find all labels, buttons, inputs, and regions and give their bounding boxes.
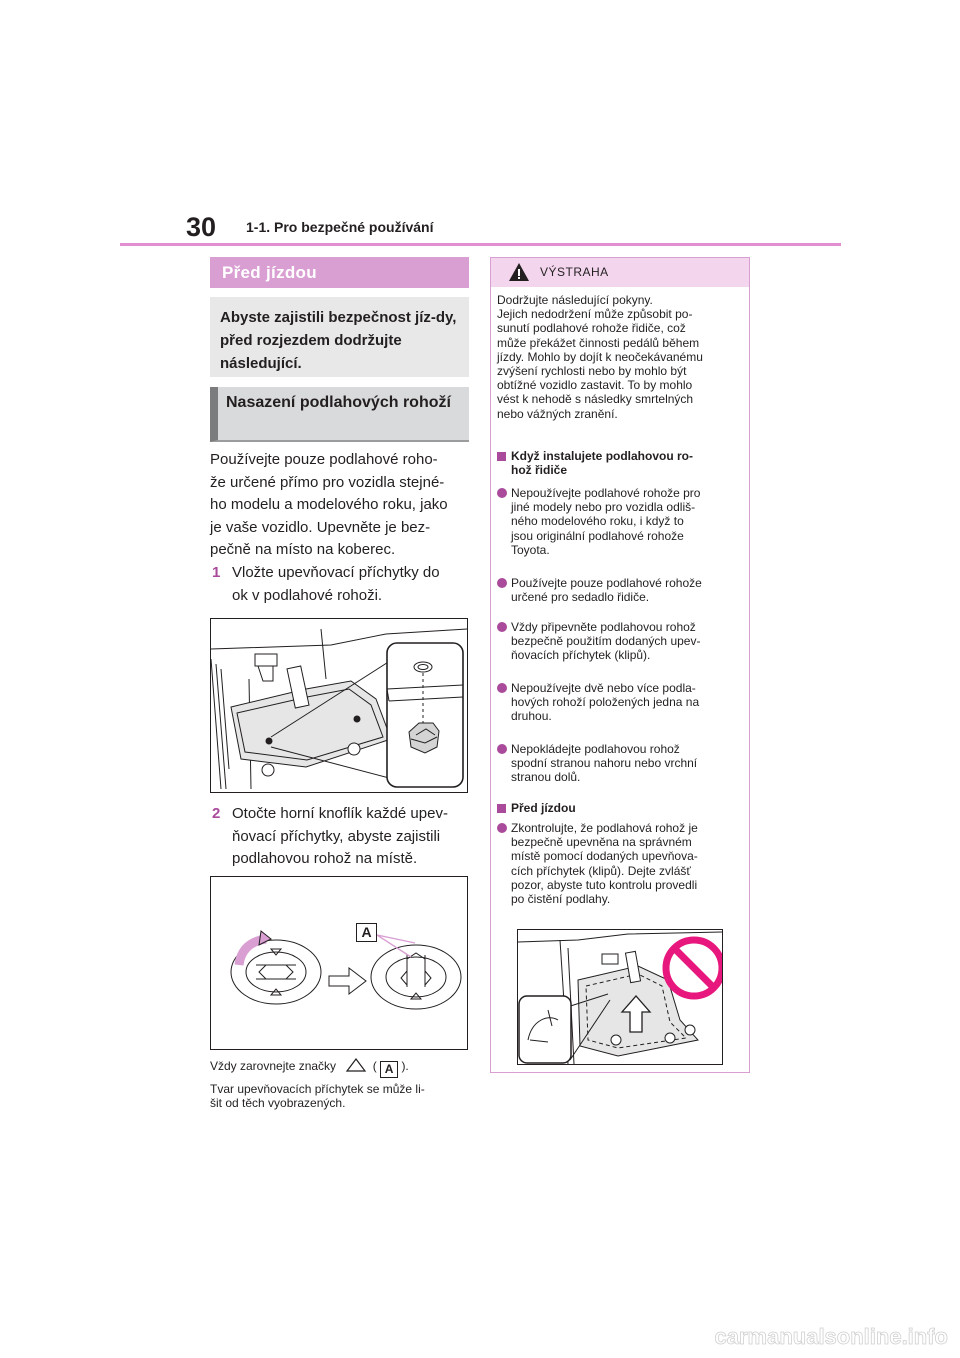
warning-heading-install: Když instalujete podlahovou ro- hož řidiče [497,449,745,477]
floor-mat-illustration [211,619,467,792]
step-line: Vložte upevňovací příchytky do [232,564,440,581]
warning-bullet: Používejte pouze podlahové rohože určené pro sedadlo řidiče. [497,576,745,604]
warning-bullet: Nepoužívejte dvě nebo více podla- hových rohoží položených jedna na druhou. [497,681,745,724]
bullet-dot-icon [497,578,507,588]
subheading: Nasazení podlahových rohoží [210,387,469,442]
prohibited-mat-illustration [518,930,722,1064]
caption-text: Vždy zarovnejte značky [210,1059,337,1073]
step-number: 1 [212,564,221,581]
bullet-dot-icon [497,622,507,632]
bullet-dot-icon [497,488,507,498]
warning-bullet: Nepokládejte podlahovou rohož spodní stranou nahoru nebo vrchní stranou dolů. [497,742,745,785]
section-title: Před jízdou [210,257,469,288]
step-2 [210,803,470,871]
square-marker-icon [497,452,506,461]
warning-triangle-icon [508,262,530,282]
step-line: Otočte horní knoflík každé upev- [232,805,448,822]
warning-line: obtížné vozidlo zastavit. To by mohlo [497,378,693,393]
warning-line: zvýšení rychlosti nebo by mohlo být [497,364,687,379]
warning-line: vést k nehodě s následky smrtelných [497,392,694,407]
chapter-title: 1-1. Pro bezpečné používání [246,219,434,235]
body-line: že určené přímo pro vozidla stejné- [210,473,445,491]
intro-text: Abyste zajistili bezpečnost jíz-dy, před rozjezdem dodržujte následující. [220,309,457,372]
figure-floor-mat-clips [210,618,468,793]
bullet-dot-icon [497,683,507,693]
callout-label-a: A [356,923,377,942]
step-line: ňovací příchytky, abyste zajistili [232,827,441,845]
caption-clip-shape [210,1082,472,1110]
step-line: ok v podlahové rohoži. [232,586,383,604]
square-marker-icon [497,804,506,813]
header-rule [120,243,841,246]
body-text [210,449,470,562]
warning-title: VÝSTRAHA [540,265,609,279]
watermark [650,1322,950,1352]
warning-line: Jejich nedodržení může způsobit po- [497,307,693,322]
step-number: 2 [212,805,221,822]
step-1 [210,562,470,607]
intro-box [210,297,469,377]
warning-line: může překážet činnosti pedálů během [497,335,700,350]
caption-paren-open: ( [372,1059,377,1073]
caption-label-a: A [380,1061,398,1078]
caption-line: Tvar upevňovacích příchytek se může li- [210,1082,425,1096]
bullet-dot-icon [497,744,507,754]
page-number: 30 [186,212,217,242]
warning-heading-before-driving: Před jízdou [497,801,745,815]
caption-line: šit od těch vyobrazených. [210,1096,346,1110]
triangle-mark-icon [345,1058,367,1072]
body-line: pečně na místo na koberec. [210,541,396,558]
warning-bullet: Vždy připevněte podlahovou rohož bezpečně použitím dodaných upev- ňovacích příchytek (klipů). [497,620,745,663]
clip-rotation-illustration [211,877,467,1049]
figure-clip-rotation [210,876,468,1050]
warning-line: jízdy. Mohlo by dojít k neočekávanému [497,349,703,364]
body-line: ho modelu a modelového roku, jako [210,496,448,513]
body-line: je vaše vozidlo. Upevněte je bez- [210,518,431,536]
warning-line: sunutí podlahové rohože řidiče, což [497,321,686,336]
warning-bullet: Nepoužívejte podlahové rohože pro jiné modely nebo pro vozidla odliš- ného modelového roku, i když to jsou originální podlahové rohože Toyota. [497,486,745,557]
watermark-text: carmanualsonline.info [714,1324,948,1349]
warning-line: Dodržujte následující pokyny. [497,293,653,307]
warning-intro [497,293,745,421]
caption-align-marks [210,1058,472,1078]
figure-stacked-mats-prohibited [517,929,723,1065]
warning-bullet: Zkontrolujte, že podlahová rohož je bezpečně upevněna na správném místě pomocí dodaných upevňova- cích příchytek (klipů). Dejte zvlášť pozor, abyste tuto kontrolu provedli po čistění podlahy. [497,821,745,906]
bullet-dot-icon [497,823,507,833]
warning-line: nebo vážných zranění. [497,406,618,421]
step-line: podlahovou rohož na místě. [232,850,418,867]
caption-paren-close: ). [401,1059,409,1073]
body-line: Používejte pouze podlahové roho- [210,451,438,468]
